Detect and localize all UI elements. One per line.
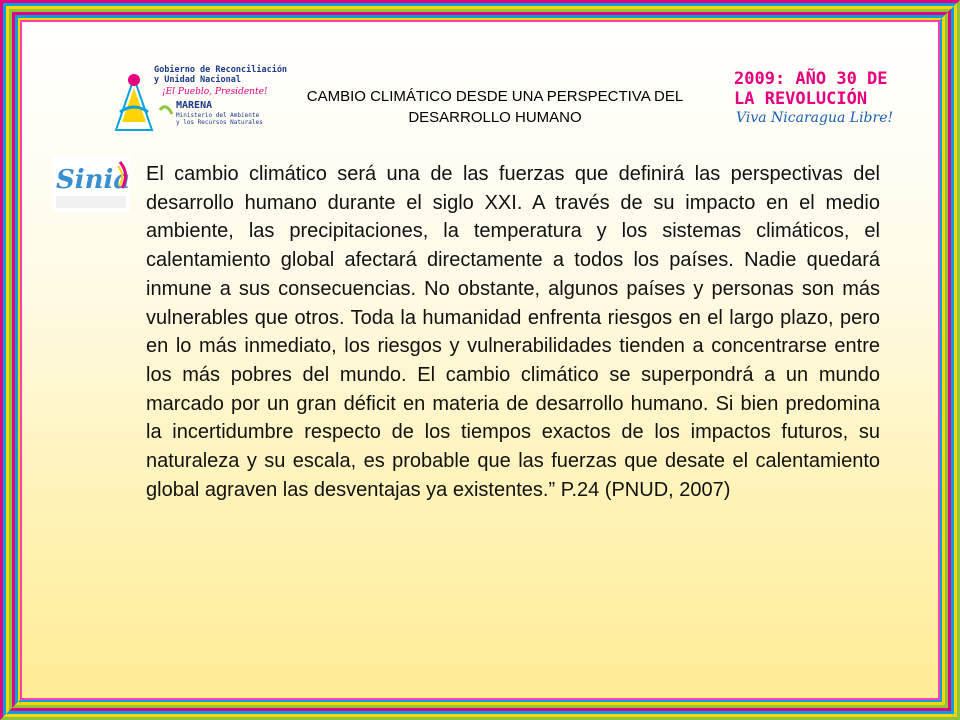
body-paragraph: El cambio climático será una de las fuerzas que definirá las perspectivas del desarrollo humano durante el siglo XXI. A través de su impacto en el medio ambiente, las precipitaciones, la temperatura y los sistemas climáticos, el calentamiento global afectará directamente a todos los países. Nadie quedará inmune a sus consecuencias. No obstante, algunos países y personas son más vulnerables que otros. Toda la humanidad enfrenta riesgos en el largo plazo, pero en lo más inmediato, los riesgos y vulnerabilidades tienden a concentrarse entre los más pobres del mundo. El cambio climático se superpondrá a un mundo marcado por un gran déficit en materia de desarrollo humano. Si bien predomina la incertidumbre respecto de los tiempos exactos de los impactos futuros, su naturaleza y su escala, es probable que las fuerzas que desate el calentamiento global agraven las desventajas ya existentes.” P.24 (PNUD, 2007) — [146, 163, 880, 501]
sinia-logo — [52, 156, 130, 212]
marena-label: MARENA — [176, 100, 213, 111]
gobierno-line1: Gobierno de Reconciliación — [154, 65, 288, 75]
gobierno-line2: y Unidad Nacional — [154, 75, 241, 85]
aniversario-slogan: Viva Nicaragua Libre! — [736, 110, 894, 126]
marena-sub2: y los Recursos Naturales — [176, 119, 263, 126]
aniversario-logo — [730, 66, 910, 128]
aniversario-line1: 2009: AÑO 30 DE — [734, 69, 888, 89]
marena-sub1: Ministerio del Ambiente — [176, 112, 260, 119]
gobierno-slogan: ¡El Pueblo, Presidente! — [162, 87, 268, 97]
sinia-logo-text: Sinia — [56, 165, 130, 195]
page-title: CAMBIO CLIMÁTICO DESDE UNA PERSPECTIVA DEL DESARROLLO HUMANO — [306, 88, 684, 126]
aniversario-line2: LA REVOLUCIÓN — [734, 89, 868, 109]
